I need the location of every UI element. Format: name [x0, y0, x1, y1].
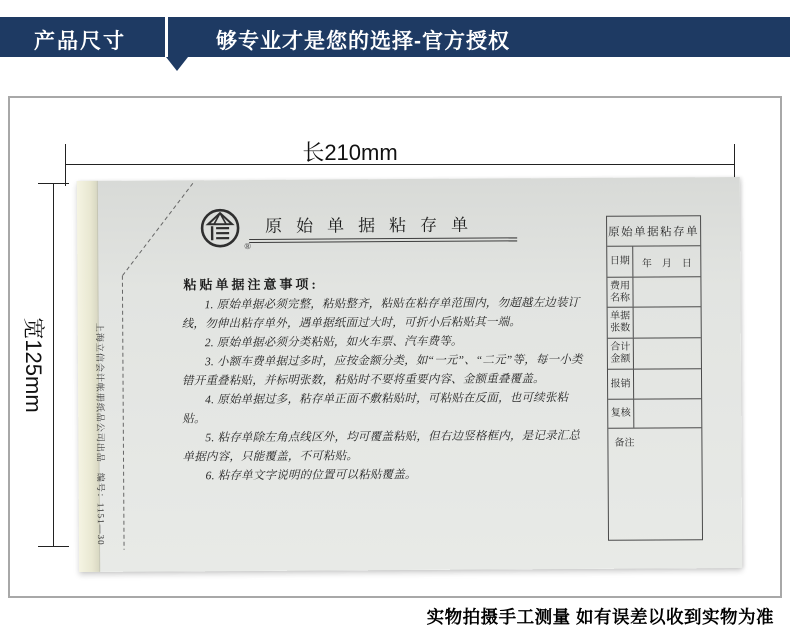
notes-heading: 粘贴单据注意事项:: [183, 276, 319, 293]
row-label-total-amount: 合计金额: [608, 339, 634, 369]
summary-table: [606, 215, 703, 541]
table-row-review: [608, 399, 701, 429]
width-dimension-line: [53, 183, 54, 547]
paste-sheet-photo: [77, 177, 742, 572]
table-row-date: [607, 246, 700, 278]
length-dimension-label: 长210mm: [302, 140, 398, 165]
header-bar: [0, 17, 790, 57]
row-value-review: [634, 399, 701, 427]
row-value-total-amount: [634, 338, 701, 368]
width-dimension-tick-bottom: [38, 546, 69, 547]
width-dimension-label: 宽125mm: [21, 317, 46, 413]
note-item-1: 1. 原始单据必须完整，粘贴整齐，粘贴在粘存单范围内，勿超越左边装订线，勿伸出粘存单外，遇单据纸面过大时，可折小后粘贴其一端。: [181, 296, 580, 331]
row-label-reimburse: 报销: [608, 370, 634, 399]
row-label-expense-name: 费用名称: [607, 278, 633, 307]
row-value-expense-name: [633, 277, 700, 306]
row-label-date: 日期: [607, 247, 633, 277]
row-label-remarks: 备注: [614, 437, 635, 449]
banner-title: 够专业才是您的选择-官方授权: [216, 30, 510, 53]
summary-table-title: 原始单据粘存单: [607, 216, 700, 247]
header-divider: [165, 17, 168, 57]
table-row-expense-name: [607, 277, 700, 308]
table-row-total-amount: [608, 338, 701, 370]
table-row-remarks: [608, 428, 702, 540]
row-value-date: 年 月 日: [641, 257, 692, 270]
header-pointer-triangle: [166, 57, 188, 71]
row-value-voucher-count: [634, 307, 701, 337]
width-dimension-tick-top: [38, 183, 69, 184]
publisher-note: 上海立信会计帐册纸品公司出品 编号：1151—30: [94, 322, 107, 546]
note-item-4: 4. 原始单据过多，粘存单正面不敷粘贴时，可粘贴在反面，也可续张粘贴。: [182, 392, 569, 426]
table-row-reimburse: [608, 369, 701, 400]
table-row-voucher-count: [608, 307, 701, 339]
note-item-6: 6. 粘存单文字说明的位置可以粘贴覆盖。: [205, 468, 417, 483]
lixin-logo-icon: [199, 206, 243, 250]
registered-trademark-mark: ®: [244, 240, 252, 252]
note-item-5: 5. 粘存单除左角点线区外，均可覆盖粘贴，但右边竖格框内，是记录汇总单据内容，只能覆盖，不可粘贴。: [182, 429, 581, 464]
note-item-2: 2. 原始单据必须分类粘贴，如火车票、汽车费等。: [204, 335, 463, 350]
note-item-3: 3. 小额车费单据过多时，应按金额分类，如“一元”、“二元”等，每一小类错开重叠粘贴，并标明张数，粘贴时不要将重要内容、金额重叠覆盖。: [182, 353, 583, 388]
row-label-review: 复核: [608, 400, 634, 428]
row-label-voucher-count: 单据张数: [608, 308, 634, 338]
product-size-tab-label: 产品尺寸: [34, 30, 126, 53]
row-value-reimburse: [634, 369, 701, 398]
sheet-title: 原始单据粘存单: [265, 215, 483, 236]
notes-block: [182, 294, 587, 486]
length-dimension-tick-left: [65, 144, 66, 186]
footer-disclaimer: 实物拍摄手工测量 如有误差以收到实物为准: [426, 607, 774, 627]
